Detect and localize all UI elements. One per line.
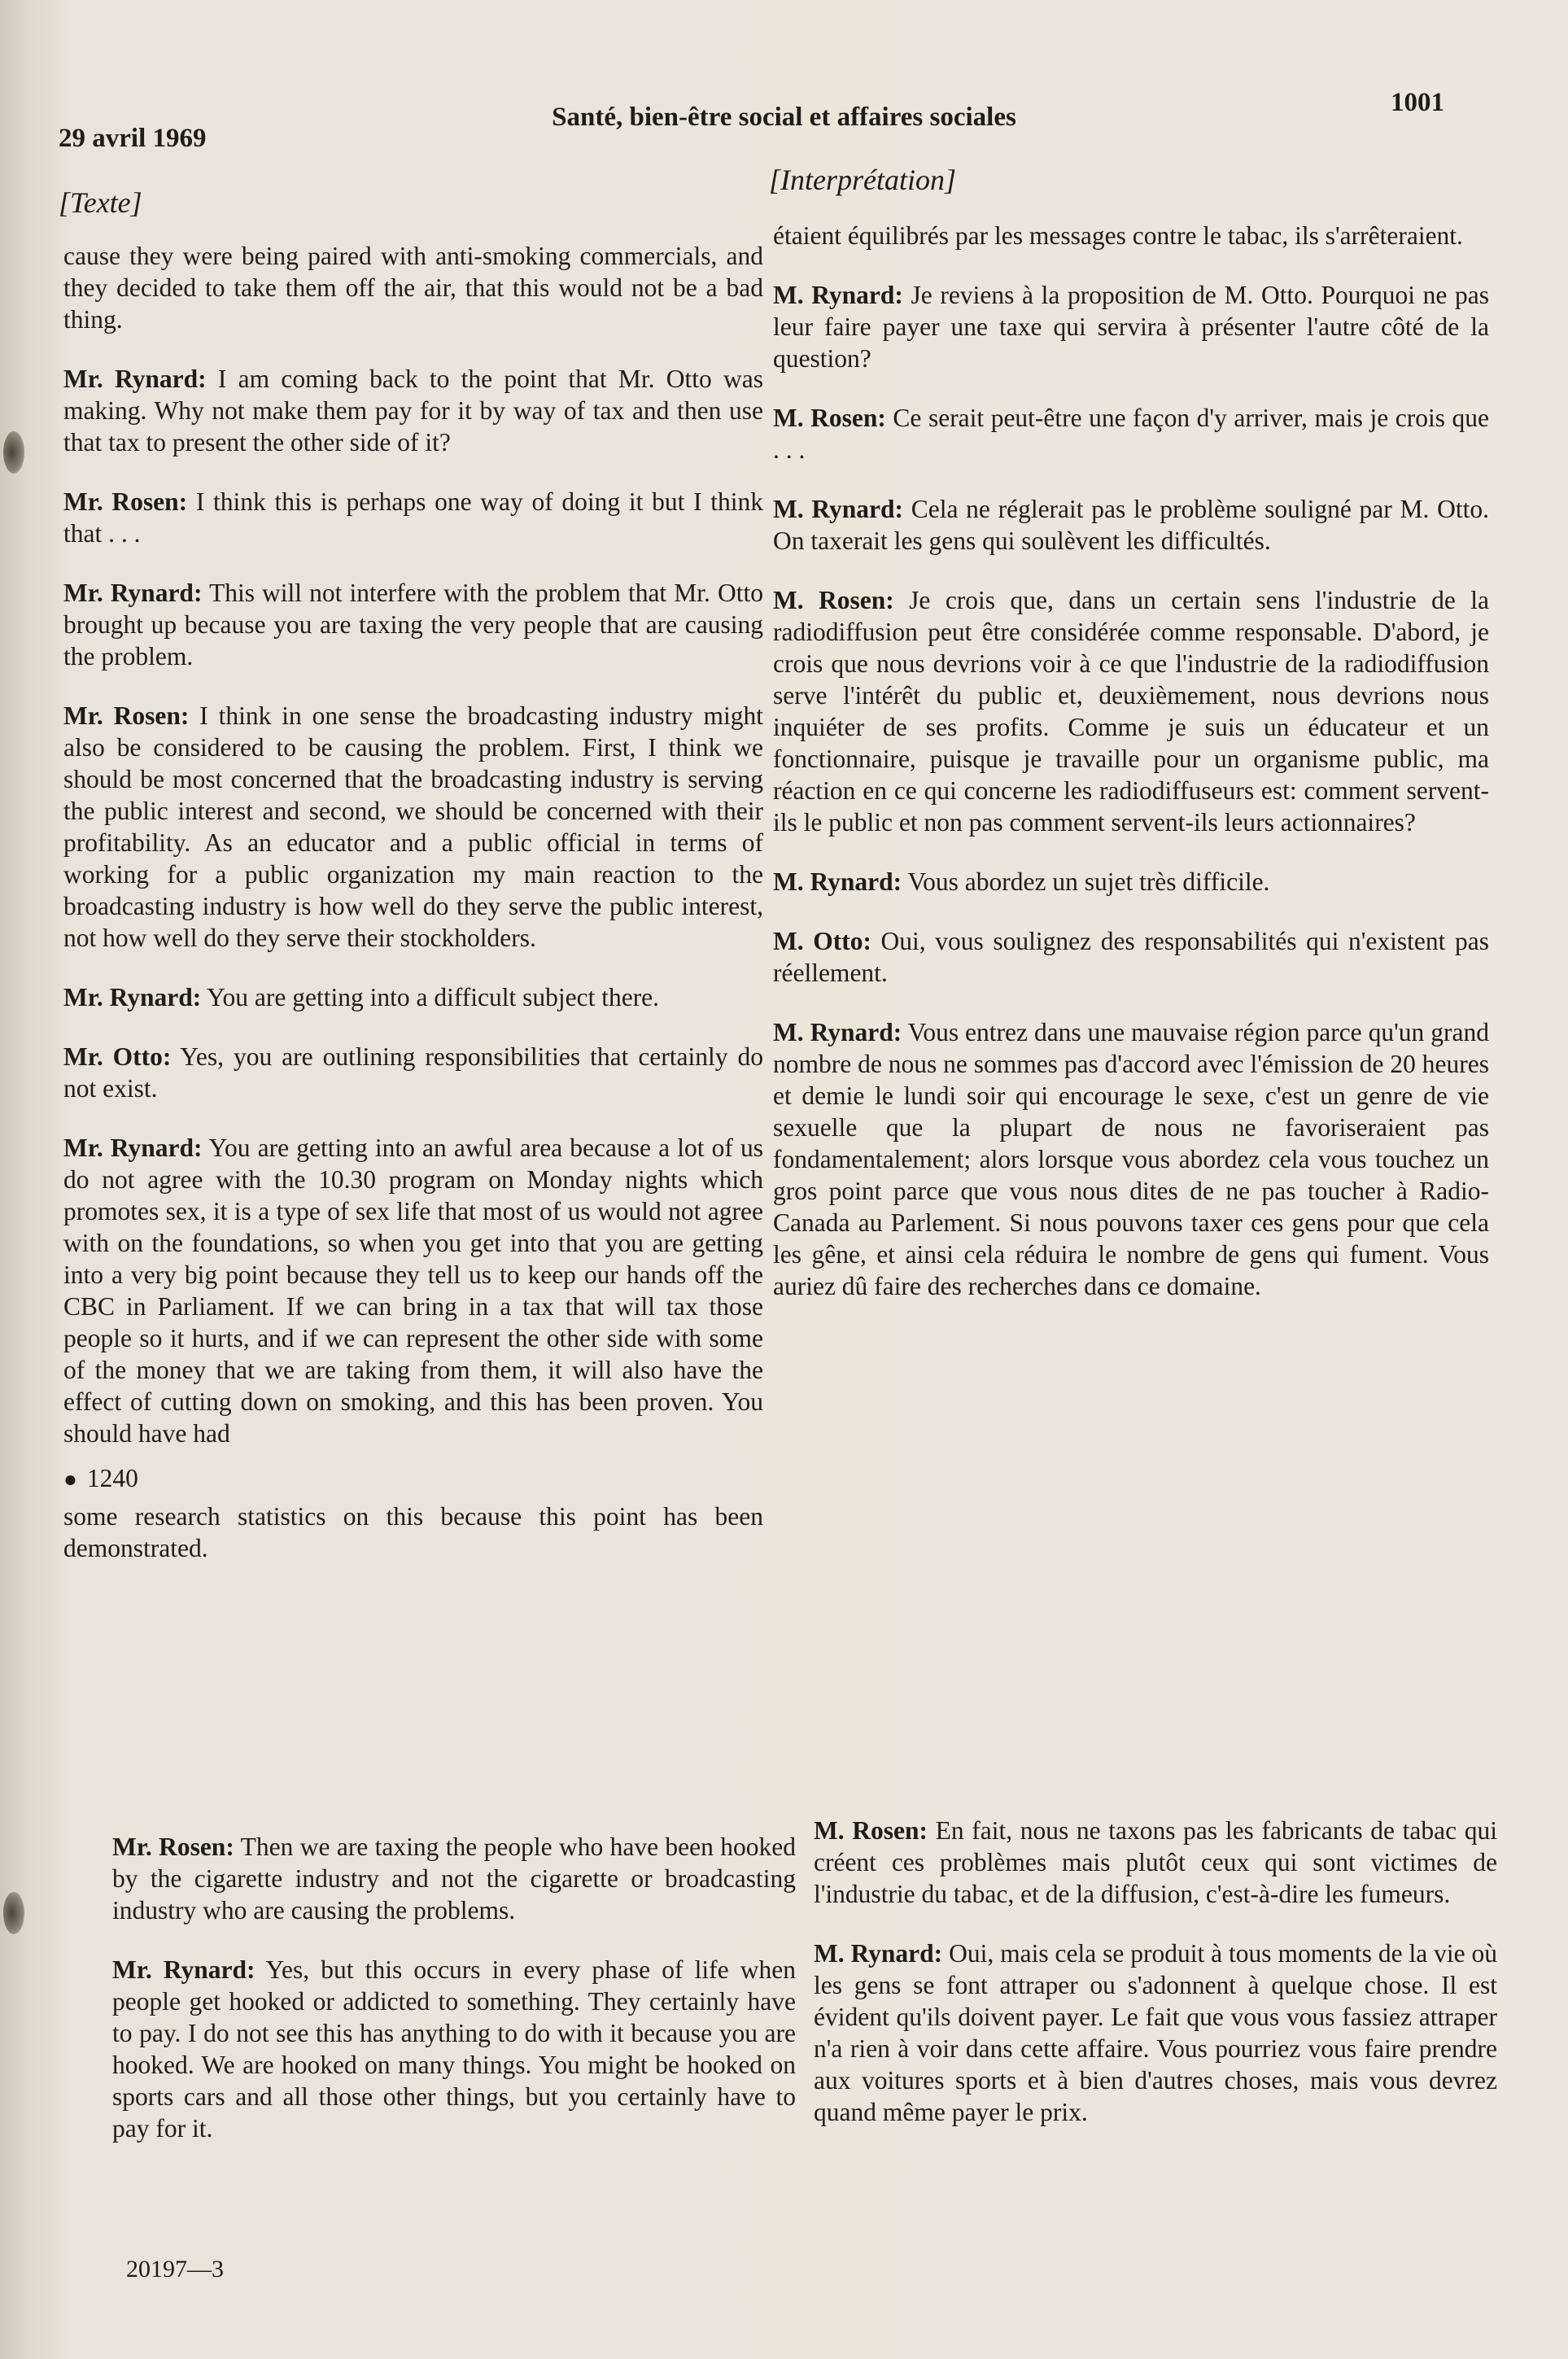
paragraph: Mr. Rosen: I think in one sense the broadcasting industry might also be considered to be causing the problem. First, I think we should be most concerned that the broadcasting industry is serving the public interest and second, we should be concerned with their profitability. As an educator and a public official in terms of working for a public organization my main reaction to the broadcasting industry is how well do they serve the public interest, not how well do they serve their stockholders. [63, 701, 763, 952]
paragraph: M. Rynard: Cela ne réglerait pas le problème souligné par M. Otto. On taxerait les gens qui soulèvent les difficultés. [773, 495, 1489, 555]
paragraph: Mr. Rynard: You are getting into an awful area because a lot of us do not agree with the 10.30 program on Monday nights which promotes sex, it is a type of sex life that most of us would not agree with on the foundations, so when you get into that you are getting into a very big point because they tell us to keep our hands off the CBC in Parliament. If we can bring in a tax that will tax those people so it hurts, and if we can represent the other side with some of the money that we are taking from them, it will also have the effect of cutting down on smoking, and this has been proven. You should have had [63, 1134, 763, 1448]
page-number: 1001 [1391, 88, 1444, 117]
header-date: 29 avril 1969 [59, 124, 207, 153]
binding-hole [3, 1892, 24, 1934]
paragraph: Mr. Rynard: I am coming back to the point that Mr. Otto was making. Why not make them pay for it by way of tax and then use that tax to present the other side of it? [63, 365, 763, 457]
paragraph: Mr. Otto: Yes, you are outlining responsibilities that certainly do not exist. [63, 1042, 763, 1103]
footer-code: 20197—3 [126, 2256, 224, 2283]
paragraph: cause they were being paired with anti-smoking commercials, and they decided to take them off the air, that this would not be a bad thing. [63, 242, 763, 334]
header-title: Santé, bien-être social et affaires sociales [552, 103, 1016, 132]
left-lower-section [112, 1831, 796, 2144]
paragraph: M. Rynard: Vous abordez un sujet très difficile. [773, 867, 1270, 896]
bullet-icon: ● [63, 1467, 77, 1492]
left-column [63, 240, 763, 1616]
right-column-heading: [Interprétation] [769, 164, 956, 196]
time-marker: ● 1240 [63, 1464, 138, 1492]
paragraph: M. Rosen: En fait, nous ne taxons pas les fabricants de tabac qui créent ces problèmes mais plutôt ceux qui sont victimes de l'industrie du tabac, et de la diffusion, c'est-à-dire les fumeurs. [814, 1816, 1497, 1908]
right-column [773, 220, 1489, 1302]
paragraph: Mr. Rynard: Yes, but this occurs in every phase of life when people get hooked or addicted to something. They certainly have to pay. I do not see this has anything to do with it because you are hooked. We are hooked on many things. You might be hooked on sports cars and all those other things, but you certainly have to pay for it. [112, 1955, 796, 2143]
paragraph-continuation: some research statistics on this because this point has been demonstrated. [63, 1502, 763, 1562]
paragraph: Mr. Rosen: I think this is perhaps one way of doing it but I think that . . . [63, 487, 763, 548]
paragraph: Mr. Rynard: This will not interfere with the problem that Mr. Otto brought up because you are taxing the very people that are causing the problem. [63, 579, 763, 671]
paragraph: M. Rosen: Ce serait peut-être une façon d'y arriver, mais je crois que . . . [773, 404, 1489, 464]
left-column-heading: [Texte] [59, 186, 142, 219]
paragraph: Mr. Rynard: You are getting into a difficult subject there. [63, 983, 660, 1011]
binding-hole [3, 431, 24, 474]
paragraph: M. Rynard: Oui, mais cela se produit à tous moments de la vie où les gens se font attraper ou s'adonnent à quelque chose. Il est évident qu'ils doivent payer. Le fait que vous vous fassiez attraper n'a rien à voir dans cette affaire. Vous pourriez vous faire prendre aux voitures sports et à bien d'autres choses, mais vous devrez quand même payer le prix. [814, 1939, 1497, 2126]
paragraph: étaient équilibrés par les messages contre le tabac, ils s'arrêteraient. [773, 221, 1463, 250]
paragraph: M. Otto: Oui, vous soulignez des responsabilités qui n'existent pas réellement. [773, 927, 1489, 987]
right-lower-section [814, 1815, 1497, 2128]
paragraph: M. Rynard: Je reviens à la proposition de M. Otto. Pourquoi ne pas leur faire payer une taxe qui servira à présenter l'autre côté de la question? [773, 281, 1489, 373]
paragraph: Mr. Rosen: Then we are taxing the people who have been hooked by the cigarette industry and not the cigarette or broadcasting industry who are causing the problems. [112, 1833, 796, 1924]
paragraph: M. Rosen: Je crois que, dans un certain sens l'industrie de la radiodiffusion peut être considérée comme responsable. D'abord, je crois que nous devrions voir à ce que l'industrie de la radiodiffusion serve l'intérêt du public et, deuxièmement, nous devrions nous inquiéter de ses profits. Comme je suis un éducateur et un fonctionnaire, puisque je travaille pour un organisme public, ma réaction en ce qui concerne les radiodiffuseurs est: comment servent-ils le public et non pas comment servent-ils leurs actionnaires? [773, 586, 1489, 837]
paragraph: M. Rynard: Vous entrez dans une mauvaise région parce qu'un grand nombre de nous ne sommes pas d'accord avec l'émission de 20 heures et demie le lundi soir qui encourage le sexe, c'est un genre de vie sexuelle que la plupart de nous ne favoriseraient pas fondamentalement; alors lorsque vous abordez cela vous touchez un gros point parce que vous nous dites de ne pas toucher à Radio-Canada au Parlement. Si nous pouvons taxer ces gens pour que cela les gêne, et ainsi cela réduira le nombre de gens qui fument. Vous auriez dû faire des recherches dans ce domaine. [773, 1018, 1489, 1300]
